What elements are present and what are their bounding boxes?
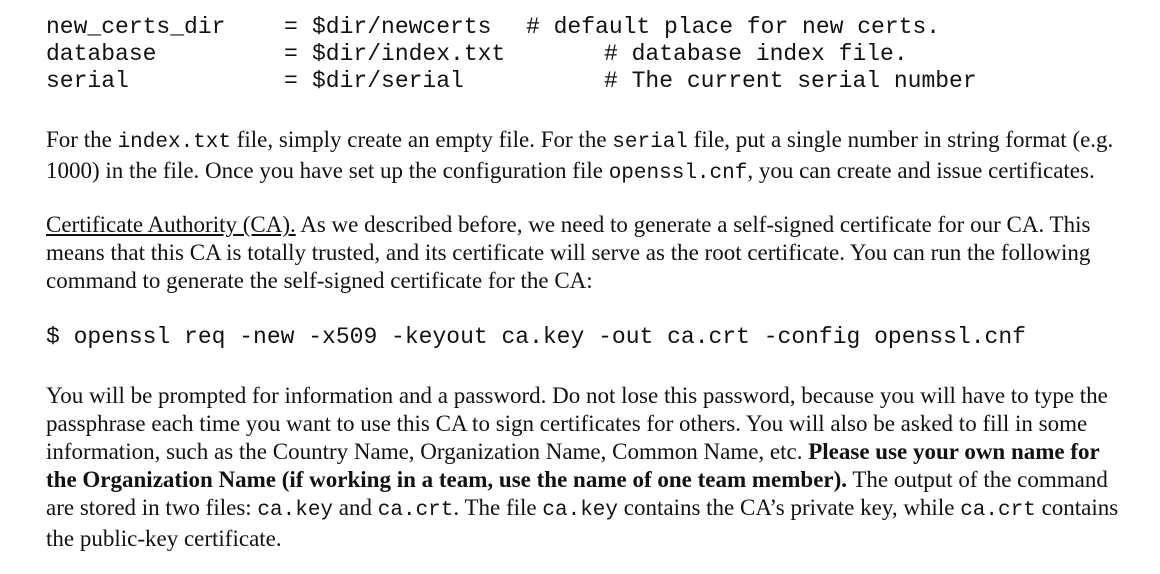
code-inline: ca.key xyxy=(257,499,334,522)
section-heading: Certificate Authority (CA). xyxy=(46,212,296,237)
paragraph-prompt-info xyxy=(46,382,1126,553)
config-equals: = xyxy=(284,14,298,40)
code-inline: openssl.cnf xyxy=(608,162,748,185)
bold-instruction: Please use your own name for the Organization Name (if working in a team, use the name of one team member). xyxy=(46,439,1100,492)
config-row-serial xyxy=(46,68,1126,95)
config-row-new-certs-dir xyxy=(46,14,1126,41)
text: file, simply create an empty file. For the xyxy=(230,127,613,152)
text: file, put a single number in string format (e.g. 1000) in the file. Once you have set up the configuration file xyxy=(46,127,1114,183)
config-equals: = xyxy=(284,68,298,94)
command-line: $ openssl req -new -x509 -keyout ca.key -out ca.crt -config openssl.cnf xyxy=(46,324,1026,350)
config-value: $dir/index.txt xyxy=(312,41,506,67)
config-value: $dir/newcerts xyxy=(312,14,492,40)
code-inline: ca.key xyxy=(542,499,619,522)
text: . The file xyxy=(453,495,543,520)
text: For the xyxy=(46,127,118,152)
config-comment: # database index file. xyxy=(604,41,908,67)
config-row-database xyxy=(46,41,1126,68)
text: You will be prompted for information and a password. Do not lose this password, because you will have to type the passphrase each time you want to use this CA to sign certificates for others. You will also be asked to fill in some information, such as the Country Name, Organization Name, Common Name, etc. xyxy=(46,383,1108,464)
code-inline: index.txt xyxy=(117,131,231,154)
config-comment: # default place for new certs. xyxy=(526,14,941,40)
paragraph-certificate-authority xyxy=(46,211,1126,295)
text: contains the public-key certificate. xyxy=(46,495,1119,551)
text: contains the CA’s private key, while xyxy=(618,495,961,520)
text: and xyxy=(333,495,378,520)
code-inline: serial xyxy=(612,131,688,154)
config-value: $dir/serial xyxy=(312,68,464,94)
code-inline: ca.crt xyxy=(377,499,454,522)
text: As we described before, we need to generate a self-signed certificate for our CA. This means that this CA is totally trusted, and its certificate will serve as the root certificate. You can run the following command to generate the self-signed certificate for the CA: xyxy=(46,212,1091,293)
paragraph-index-serial xyxy=(46,126,1126,188)
config-block xyxy=(46,14,1126,95)
config-key: serial xyxy=(46,68,129,94)
code-inline: ca.crt xyxy=(960,499,1036,522)
text: , you can create and issue certificates. xyxy=(747,158,1095,183)
config-key: new_certs_dir xyxy=(46,14,226,40)
config-equals: = xyxy=(284,41,298,67)
config-comment: # The current serial number xyxy=(604,68,977,94)
config-key: database xyxy=(46,41,157,67)
text: The output of the command are stored in two files: xyxy=(46,467,1108,520)
